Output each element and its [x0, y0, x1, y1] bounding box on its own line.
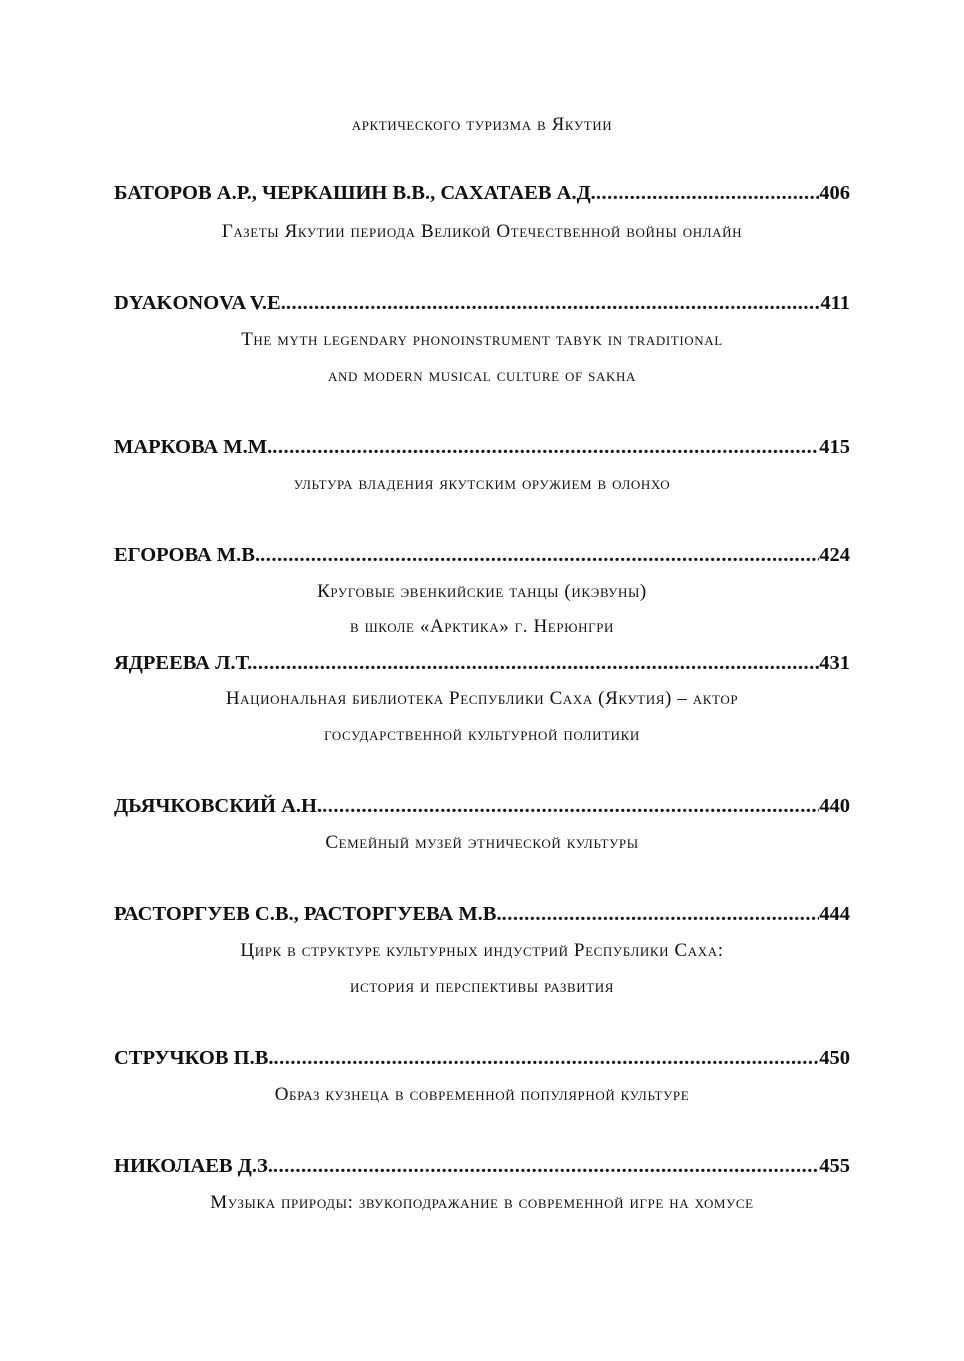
- entry-author: РАСТОРГУЕВ С.В., РАСТОРГУЕВА М.В.: [114, 903, 502, 925]
- entry-title: Газеты Якутии периода Великой Отечественной войны онлайн: [221, 221, 743, 242]
- toc-entry-head[interactable]: [114, 649, 850, 677]
- continuation-title: арктического туризма в Якутии: [351, 114, 613, 135]
- dot-leader: [286, 289, 821, 317]
- dot-leader: [322, 792, 819, 820]
- dot-leader: [596, 179, 819, 207]
- entry-title: Семейный музей этнической культуры: [325, 832, 639, 853]
- entry-author: НИКОЛАЕВ Д.З.: [114, 1155, 273, 1177]
- entry-author: DYAKONOVA V.E.: [114, 292, 286, 314]
- entry-title: ультура владения якутским оружием в олонхо: [293, 473, 671, 494]
- entry-title: история и перспективы развития: [349, 976, 615, 997]
- entry-title: Круговые эвенкийские танцы (икэвуны): [317, 581, 647, 602]
- entry-title: The myth legendary phonoinstrument tabyk in traditional: [241, 329, 723, 350]
- toc-entry-head[interactable]: [114, 433, 850, 461]
- dot-leader: [273, 1152, 819, 1180]
- entry-title: Национальная библиотека Республики Саха (Якутия) – актор: [225, 688, 739, 709]
- entry-title: and modern musical culture of sakha: [328, 365, 636, 386]
- toc-entry-head[interactable]: [114, 179, 850, 207]
- entry-page-number: 406: [819, 182, 850, 204]
- dot-leader: [502, 900, 820, 928]
- toc-entry-head[interactable]: [114, 1152, 850, 1180]
- toc-entry-head[interactable]: [114, 792, 850, 820]
- toc-entry-head[interactable]: [114, 541, 850, 569]
- entry-author: ЕГОРОВА М.В.: [114, 544, 261, 566]
- dot-leader: [274, 1044, 820, 1072]
- entry-title: Цирк в структуре культурных индустрий Республики Саха:: [240, 940, 724, 961]
- entry-title: Образ кузнеца в современной популярной культуре: [274, 1084, 690, 1105]
- toc-entry-head[interactable]: [114, 1044, 850, 1072]
- toc-entry-head[interactable]: [114, 289, 850, 317]
- entry-page-number: 440: [819, 795, 850, 817]
- entry-page-number: 431: [819, 652, 850, 674]
- entry-page-number: 455: [819, 1155, 850, 1177]
- entry-author: МАРКОВА М.М.: [114, 436, 273, 458]
- entry-page-number: 415: [819, 436, 850, 458]
- dot-leader: [260, 541, 819, 569]
- entry-author: БАТОРОВ А.Р., ЧЕРКАШИН В.В., САХАТАЕВ А.Д.: [114, 182, 596, 204]
- dot-leader: [272, 433, 819, 461]
- entry-title: в школе «Арктика» г. Нерюнгри: [349, 616, 615, 637]
- entry-title: государственной культурной политики: [324, 724, 640, 745]
- entry-author: СТРУЧКОВ П.В.: [114, 1047, 274, 1069]
- entry-page-number: 424: [819, 544, 850, 566]
- dot-leader: [252, 649, 819, 677]
- entry-author: ДЬЯЧКОВСКИЙ А.Н.: [114, 795, 323, 817]
- entry-title: Музыка природы: звукоподражание в современной игре на хомусе: [210, 1192, 754, 1213]
- entry-page-number: 411: [820, 292, 850, 314]
- entry-author: ЯДРЕЕВА Л.Т.: [114, 652, 253, 674]
- entry-page-number: 450: [819, 1047, 850, 1069]
- entry-page-number: 444: [819, 903, 850, 925]
- toc-entry-head[interactable]: [114, 900, 850, 928]
